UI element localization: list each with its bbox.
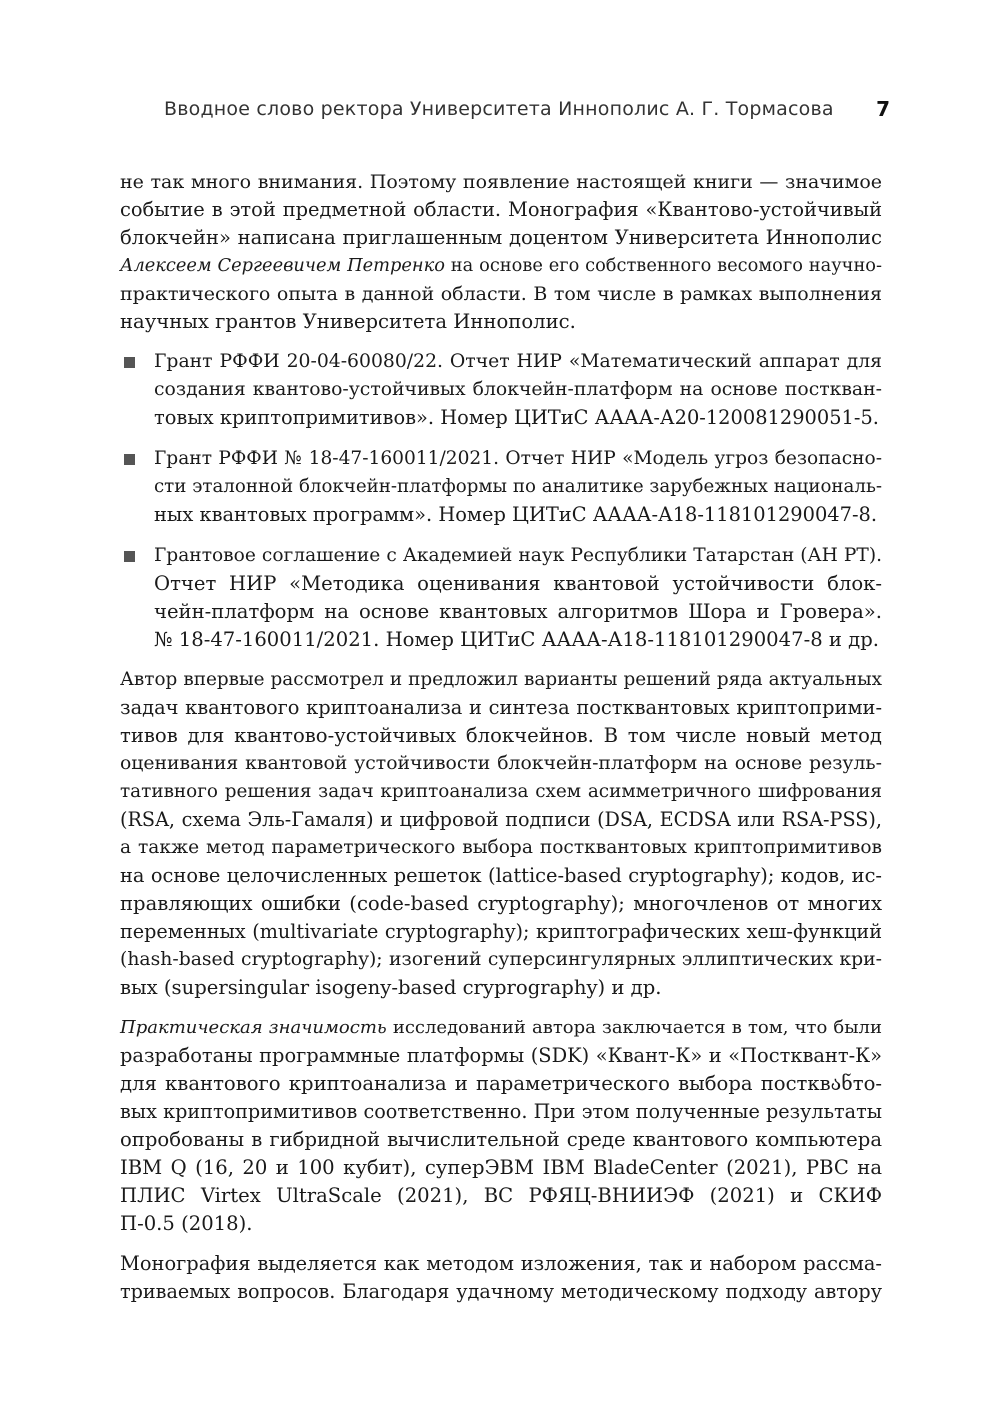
page-number: 7 — [876, 97, 890, 121]
text-line: Грантовое соглашение с Академией наук Республики Татарстан (АН РТ). — [154, 545, 882, 566]
text-line: создания квантово-устойчивых блокчейн-платформ на основе посткван- — [154, 379, 882, 400]
text-line: П-0.5 (2018). — [120, 1212, 253, 1235]
running-head — [120, 98, 890, 128]
text-line: вых (supersingular isogeny-based cryprography) и др. — [120, 976, 662, 999]
square-bullet-icon — [124, 551, 135, 562]
grant-list — [120, 348, 882, 654]
text-line: разработаны программные платформы (SDK) «Квант-К» и «Постквант-К» — [120, 1044, 882, 1067]
paragraph-practical-significance — [120, 1014, 882, 1238]
text-line: Отчет НИР «Методика оценивания квантовой устойчивости блок- — [154, 572, 882, 595]
text-line: задач квантового криптоанализа и синтеза постквантовых криптоприми- — [120, 696, 882, 719]
grant-list-item — [120, 445, 882, 529]
text-line: практического опыта в данной области. В том числе в рамках выполнения — [120, 283, 882, 305]
text-line: для квантового криптоанализа и параметрического выбора постквანто- — [120, 1072, 882, 1095]
text-line: не так много внимания. Поэтому появление настоящей книги — значимое — [120, 171, 882, 193]
paragraph-monograph — [120, 1250, 882, 1306]
text-line: блокчейн» написана приглашенным доцентом Университета Иннополис — [120, 226, 882, 249]
paragraph-contributions — [120, 666, 882, 1002]
text-line: чейн-платформ на основе квантовых алгоритмов Шора и Гровера». — [154, 600, 882, 623]
text-line: триваемых вопросов. Благодаря удачному методическому подходу автору — [120, 1280, 882, 1303]
text-line: оценивания квантовой устойчивости блокчейн-платформ на основе резуль- — [120, 753, 882, 774]
square-bullet-icon — [124, 454, 135, 465]
square-bullet-icon — [124, 357, 135, 368]
text-line: Грант РФФИ 20-04-60080/22. Отчет НИР «Математический аппарат для — [154, 351, 882, 372]
text-line: Автор впервые рассмотрел и предложил варианты решений ряда актуальных — [120, 669, 882, 690]
emphasis-term: Практическая значимость — [120, 1017, 387, 1038]
text-line: переменных (multivariate cryptography); криптографических хеш-функций — [120, 920, 882, 943]
text-line — [120, 1014, 882, 1042]
text-line: ПЛИС Virtex UltraScale (2021), ВС РФЯЦ-ВНИИЭФ (2021) и СКИФ — [120, 1184, 882, 1207]
body-text — [120, 168, 882, 1318]
text-line: научных грантов Университета Иннополис. — [120, 310, 576, 333]
text-line: событие в этой предметной области. Монография «Квантово-устойчивый — [120, 198, 882, 221]
text-line: правляющих ошибки (code-based cryptography); многочленов от многих — [120, 892, 882, 915]
grant-list-item — [120, 542, 882, 654]
text-line: IBM Q (16, 20 и 100 кубит), суперЭВМ IBM BladeCenter (2021), PBC на — [120, 1156, 882, 1179]
text-line — [120, 252, 882, 280]
text-line: ных квантовых программ». Номер ЦИТиС АААА-А18-118101290047-8. — [154, 503, 878, 526]
text-line: тивов для квантово-устойчивых блокчейнов. В том числе новый метод — [120, 724, 882, 747]
text-line: тативного решения задач криптоанализа схем асимметричного шифрования — [120, 781, 882, 802]
text-line: опробованы в гибридной вычислительной среде квантового компьютера — [120, 1128, 882, 1151]
text-line: а также метод параметрического выбора постквантовых криптопримитивов — [120, 837, 882, 858]
running-title: Вводное слово ректора Университета Иннополис А. Г. Тормасова — [164, 98, 834, 120]
paragraph-intro — [120, 168, 882, 336]
grant-list-item — [120, 348, 882, 432]
author-name: Алексеем Сергеевичем Петренко — [120, 255, 445, 276]
text-line: Монография выделяется как методом изложения, так и набором рассма- — [120, 1252, 882, 1275]
text-line: (RSA, схема Эль-Гамаля) и цифровой подписи (DSA, ECDSA или RSA-PSS), — [120, 808, 882, 831]
text-line: товых криптопримитивов». Номер ЦИТиС АААА-А20-120081290051-5. — [154, 406, 879, 429]
text-fragment: исследований автора заключается в том, что были — [386, 1017, 882, 1038]
text-fragment: на основе его собственного весомого научно- — [444, 255, 883, 276]
text-line: на основе целочисленных решеток (lattice-based cryptography); кодов, ис- — [120, 864, 882, 887]
text-line: вых криптопримитивов соответственно. При этом полученные результаты — [120, 1100, 882, 1123]
text-line: (hash-based cryptography); изогений суперсингулярных эллиптических кри- — [120, 949, 882, 970]
text-line: Грант РФФИ № 18-47-160011/2021. Отчет НИР «Модель угроз безопасно- — [154, 448, 882, 469]
text-line: № 18-47-160011/2021. Номер ЦИТиС АААА-А18-118101290047-8 и др. — [154, 628, 880, 651]
text-line: сти эталонной блокчейн-платформы по аналитике зарубежных националь- — [154, 476, 882, 497]
